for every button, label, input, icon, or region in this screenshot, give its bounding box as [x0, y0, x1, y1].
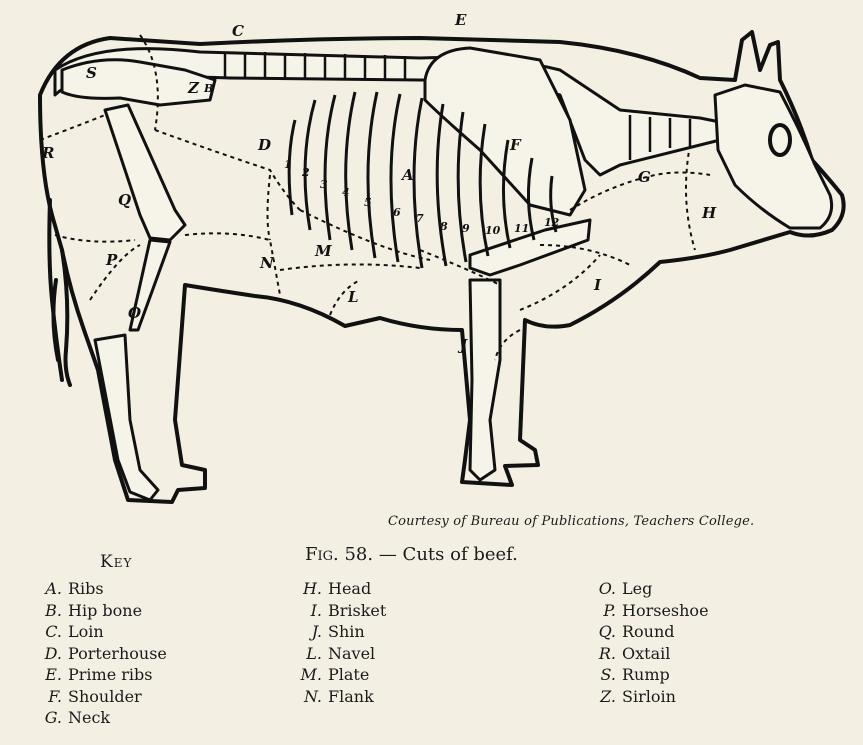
key-name: Loin [68, 622, 104, 641]
rib-number: 5 [364, 196, 372, 209]
label-q: Q [118, 191, 132, 209]
key-item [582, 622, 709, 644]
label-b: B [204, 82, 214, 95]
label-d: D [258, 136, 272, 154]
rib-number: 7 [416, 212, 424, 225]
figure-number: Fig. 58. [305, 544, 374, 565]
label-l: L [348, 288, 359, 306]
key-name: Hip bone [68, 600, 143, 620]
key-name: Horseshoe [622, 600, 709, 620]
key-item [288, 687, 386, 709]
rib-number: 10 [485, 224, 501, 237]
key-heading: Key [100, 552, 133, 572]
femur [105, 105, 185, 240]
rib-number: 9 [462, 222, 470, 235]
key-item [28, 622, 167, 644]
rib-number: 1 [284, 158, 292, 171]
key-letter: P. [603, 600, 616, 620]
key-name: Round [622, 622, 675, 641]
key-item [582, 665, 709, 687]
key-column-3 [582, 579, 709, 708]
key-name: Ribs [68, 579, 104, 598]
key-item [288, 601, 386, 623]
key-item [288, 665, 386, 687]
key-letter: F. [48, 686, 62, 706]
key-name: Leg [622, 579, 653, 598]
rib-number: 6 [393, 206, 401, 219]
label-z: Z [188, 79, 199, 97]
key-item [288, 579, 386, 601]
label-e: E [455, 11, 467, 29]
label-i: I [594, 276, 602, 294]
key-letter: B. [45, 600, 62, 620]
label-o: O [128, 304, 142, 322]
key-letter: S. [600, 665, 616, 684]
key-letter: I. [310, 600, 322, 620]
key-letter: Z. [600, 686, 616, 706]
key-letter: N. [303, 686, 322, 706]
key-item [582, 687, 709, 709]
rib-number: 3 [320, 178, 328, 191]
key-letter: H. [302, 579, 322, 598]
key-name: Head [328, 579, 372, 598]
rib-number: 2 [302, 166, 310, 179]
key-item [28, 579, 167, 601]
label-a: A [402, 166, 414, 184]
key-letter: Q. [598, 622, 616, 641]
label-g: G [638, 168, 651, 186]
key-name: Sirloin [622, 686, 676, 706]
key-letter: R. [598, 643, 616, 663]
key-item [28, 644, 167, 666]
key-name: Porterhouse [68, 643, 167, 663]
key-name: Oxtail [622, 643, 671, 663]
label-n: N [260, 254, 274, 272]
key-name: Shin [328, 622, 365, 641]
key-name: Brisket [328, 600, 387, 620]
key-column-1 [28, 579, 167, 730]
key-item [288, 644, 386, 666]
rib-number: 8 [440, 220, 448, 233]
key-item [28, 601, 167, 623]
key-name: Navel [328, 643, 376, 663]
figure-title: — Cuts of beef. [378, 544, 518, 565]
key-name: Prime ribs [68, 665, 153, 684]
label-f: F [510, 136, 521, 154]
tail [49, 200, 70, 385]
label-j: J [460, 336, 468, 354]
key-letter: J. [311, 622, 322, 641]
rib-number: 12 [544, 216, 560, 229]
key-name: Flank [328, 686, 374, 706]
key-item [28, 708, 167, 730]
hind-cannon [95, 335, 158, 500]
skull [715, 85, 832, 228]
key-letter: M. [300, 665, 322, 684]
courtesy-line: Courtesy of Bureau of Publications, Teachers College. [388, 514, 755, 529]
key-name: Plate [328, 665, 370, 684]
key-letter: C. [45, 622, 62, 641]
rib-number: 11 [514, 222, 530, 235]
front-cannon [470, 280, 500, 480]
key-letter: E. [45, 665, 62, 684]
label-h: H [702, 204, 717, 222]
figure-caption [305, 544, 518, 565]
label-s: S [86, 64, 97, 82]
key-letter: O. [598, 579, 616, 598]
key-letter: A. [45, 579, 62, 598]
key-letter: G. [44, 708, 62, 727]
key-name: Rump [622, 665, 670, 684]
key-name: Shoulder [68, 686, 142, 706]
key-item [582, 644, 709, 666]
key-column-2 [288, 579, 386, 708]
label-r: R [42, 144, 55, 162]
key-item [288, 622, 386, 644]
key-item [582, 579, 709, 601]
rib-number: 4 [342, 186, 350, 199]
label-p: P [106, 251, 118, 269]
label-m: M [315, 242, 332, 260]
key-name: Neck [68, 708, 111, 727]
key-item [28, 687, 167, 709]
key-item [28, 665, 167, 687]
label-c: C [232, 22, 244, 40]
key-letter: L. [306, 643, 322, 663]
key-item [582, 601, 709, 623]
key-letter: D. [44, 643, 62, 663]
